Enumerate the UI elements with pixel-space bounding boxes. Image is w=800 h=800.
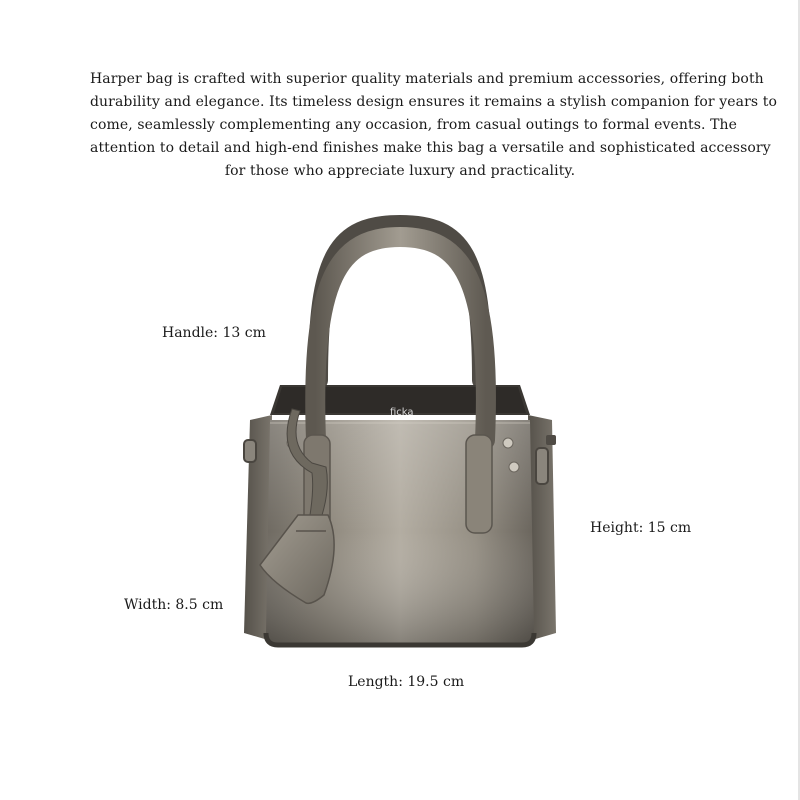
width-dimension: Width: 8.5 cm — [124, 597, 224, 613]
left-ring-icon — [244, 440, 256, 462]
stud-icon — [509, 462, 519, 472]
stud-icon — [503, 438, 513, 448]
description-line: for those who appreciate luxury and practicality. — [224, 163, 576, 179]
length-dimension: Length: 19.5 cm — [348, 674, 465, 690]
strap-clip-icon — [546, 435, 556, 445]
right-handle-tab — [466, 435, 492, 533]
product-description — [90, 68, 777, 183]
handbag-image — [230, 215, 570, 655]
right-ring-icon — [536, 448, 548, 484]
handle-dimension: Handle: 13 cm — [162, 325, 266, 341]
description-line: Harper bag is crafted with superior quality materials and premium accessories, offering both — [90, 71, 764, 87]
height-dimension: Height: 15 cm — [590, 520, 692, 536]
description-line: durability and elegance. Its timeless design ensures it remains a stylish companion for years to — [90, 94, 777, 110]
brand-mark: ficka — [390, 407, 414, 418]
description-line: come, seamlessly complementing any occasion, from casual outings to formal events. The — [90, 117, 738, 133]
description-line: attention to detail and high-end finishes make this bag a versatile and sophisticated accessory — [90, 140, 771, 156]
